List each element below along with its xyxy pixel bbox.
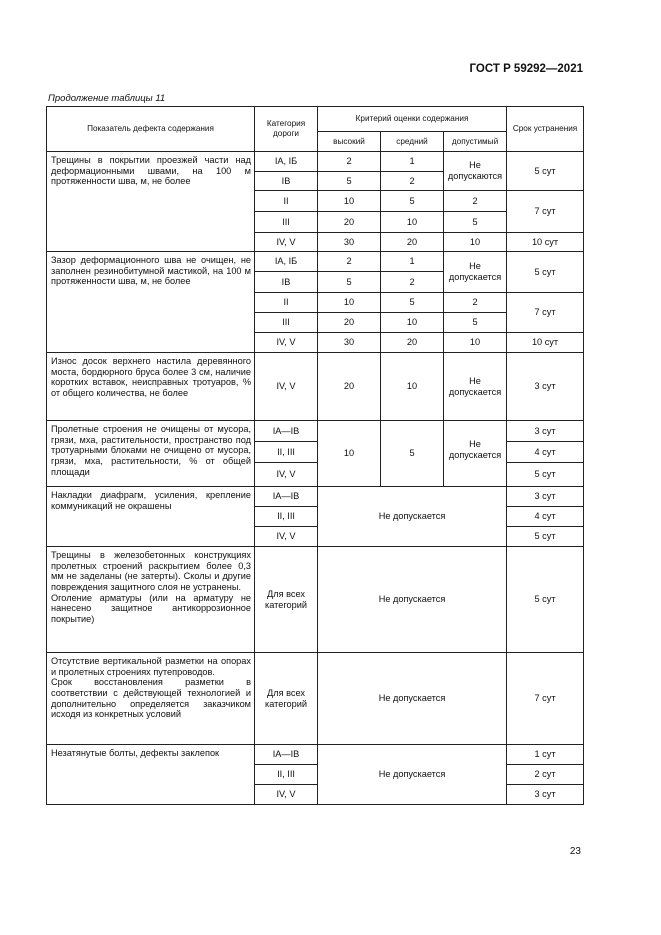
high-cell: 2 xyxy=(318,152,381,172)
category-cell: IB xyxy=(255,172,318,191)
category-cell: IV, V xyxy=(255,785,318,805)
medium-cell: 20 xyxy=(381,233,444,252)
medium-cell: 2 xyxy=(381,272,444,293)
category-cell: II, III xyxy=(255,765,318,785)
term-cell: 2 сут xyxy=(507,765,584,785)
row-description: Трещины в железобетонных конструкциях пролетных строений раскрытием более 0,3 мм не заделаны (не затерты). Сколы и другие повреждения защитного слоя не устранены. Оголение арматуры (или на арматуру не нанесено защитное антикоррозионное покрытие) xyxy=(47,547,255,653)
high-cell: 10 xyxy=(318,421,381,487)
criteria-merged-cell: Не допускается xyxy=(318,487,507,547)
category-cell: IA—IB xyxy=(255,487,318,507)
acceptable-cell: Не допускается xyxy=(444,252,507,293)
row-description: Отсутствие вертикальной разметки на опорах и пролетных строениях путепроводов. Срок восстановления разметки в соответствии с действующей технологией и дополнительно определяется заказчиком исходя из конкретных условий xyxy=(47,653,255,745)
high-cell: 20 xyxy=(318,212,381,233)
medium-cell: 5 xyxy=(381,293,444,313)
term-cell: 5 сут xyxy=(507,152,584,191)
term-cell: 10 сут xyxy=(507,233,584,252)
term-cell: 5 сут xyxy=(507,527,584,547)
term-cell: 1 сут xyxy=(507,745,584,765)
category-cell: IA—IB xyxy=(255,421,318,442)
category-cell: IB xyxy=(255,272,318,293)
acceptable-cell: 5 xyxy=(444,212,507,233)
acceptable-cell: 2 xyxy=(444,191,507,212)
term-cell: 5 сут xyxy=(507,547,584,653)
row-description: Зазор деформационного шва не очищен, не заполнен резинобитумной мастикой, на 100 м протяженности шва, м, не более xyxy=(47,252,255,353)
category-cell: Для всех категорий xyxy=(255,653,318,745)
medium-cell: 10 xyxy=(381,212,444,233)
high-cell: 20 xyxy=(318,313,381,333)
header-term: Срок устранения xyxy=(507,107,584,152)
table-row xyxy=(47,252,584,272)
header-high: высокий xyxy=(318,132,381,152)
table-row xyxy=(47,421,584,442)
term-cell: 4 сут xyxy=(507,507,584,527)
medium-cell: 10 xyxy=(381,353,444,421)
term-cell: 7 сут xyxy=(507,191,584,233)
row-description: Незатянутые болты, дефекты заклепок xyxy=(47,745,255,805)
table-caption: Продолжение таблицы 11 xyxy=(48,93,166,104)
category-cell: IV, V xyxy=(255,463,318,487)
acceptable-cell: 2 xyxy=(444,293,507,313)
acceptable-cell: 10 xyxy=(444,233,507,252)
term-cell: 5 сут xyxy=(507,463,584,487)
category-cell: IV, V xyxy=(255,333,318,353)
header-medium: средний xyxy=(381,132,444,152)
term-cell: 3 сут xyxy=(507,353,584,421)
category-cell: II xyxy=(255,293,318,313)
header-indicator: Показатель дефекта содержания xyxy=(47,107,255,152)
acceptable-cell: 10 xyxy=(444,333,507,353)
table-row xyxy=(47,745,584,765)
table-row xyxy=(47,487,584,507)
header-acceptable: допустимый xyxy=(444,132,507,152)
row-description: Накладки диафрагм, усиления, крепление коммуникаций не окрашены xyxy=(47,487,255,547)
category-cell: IA—IB xyxy=(255,745,318,765)
high-cell: 30 xyxy=(318,333,381,353)
row-description: Износ досок верхнего настила деревянного моста, бордюрного бруса более 3 см, наличие коротких вставок, неисправных тротуаров, % от общего количества, не более xyxy=(47,353,255,421)
high-cell: 10 xyxy=(318,293,381,313)
high-cell: 5 xyxy=(318,272,381,293)
medium-cell: 2 xyxy=(381,172,444,191)
row-description: Трещины в покрытии проезжей части над деформационными швами, на 100 м протяженности шва, м, не более xyxy=(47,152,255,252)
category-cell: IA, IБ xyxy=(255,152,318,172)
document-code: ГОСТ Р 59292—2021 xyxy=(469,63,583,75)
criteria-merged-cell: Не допускается xyxy=(318,653,507,745)
high-cell: 10 xyxy=(318,191,381,212)
criteria-merged-cell: Не допускается xyxy=(318,547,507,653)
term-cell: 7 сут xyxy=(507,653,584,745)
acceptable-cell: Не допускается xyxy=(444,353,507,421)
category-cell: IV, V xyxy=(255,353,318,421)
term-cell: 3 сут xyxy=(507,487,584,507)
category-cell: Для всех категорий xyxy=(255,547,318,653)
category-cell: III xyxy=(255,313,318,333)
table-row xyxy=(47,547,584,653)
medium-cell: 5 xyxy=(381,421,444,487)
acceptable-cell: Не допускаются xyxy=(444,152,507,191)
category-cell: III xyxy=(255,212,318,233)
header-category: Категория дороги xyxy=(255,107,318,152)
category-cell: IA, IБ xyxy=(255,252,318,272)
category-cell: II xyxy=(255,191,318,212)
term-cell: 7 сут xyxy=(507,293,584,333)
table-row xyxy=(47,353,584,421)
high-cell: 20 xyxy=(318,353,381,421)
term-cell: 4 сут xyxy=(507,442,584,463)
high-cell: 30 xyxy=(318,233,381,252)
table-header-row xyxy=(47,107,584,132)
term-cell: 10 сут xyxy=(507,333,584,353)
defects-table xyxy=(46,106,584,805)
header-criteria: Критерий оценки содержания xyxy=(318,107,507,132)
acceptable-cell: Не допускается xyxy=(444,421,507,487)
criteria-merged-cell: Не допускается xyxy=(318,745,507,805)
category-cell: II, III xyxy=(255,507,318,527)
medium-cell: 1 xyxy=(381,152,444,172)
category-cell: IV, V xyxy=(255,233,318,252)
acceptable-cell: 5 xyxy=(444,313,507,333)
high-cell: 2 xyxy=(318,252,381,272)
high-cell: 5 xyxy=(318,172,381,191)
page-number: 23 xyxy=(569,846,581,857)
medium-cell: 20 xyxy=(381,333,444,353)
row-description: Пролетные строения не очищены от мусора, грязи, мха, растительности, пространство под тротуарными блоками не очищено от мусора, грязи, мха, растительности, % от общей площади xyxy=(47,421,255,487)
medium-cell: 1 xyxy=(381,252,444,272)
table-row xyxy=(47,152,584,172)
term-cell: 3 сут xyxy=(507,421,584,442)
category-cell: IV, V xyxy=(255,527,318,547)
term-cell: 5 сут xyxy=(507,252,584,293)
medium-cell: 5 xyxy=(381,191,444,212)
term-cell: 3 сут xyxy=(507,785,584,805)
category-cell: II, III xyxy=(255,442,318,463)
table-row xyxy=(47,653,584,745)
medium-cell: 10 xyxy=(381,313,444,333)
